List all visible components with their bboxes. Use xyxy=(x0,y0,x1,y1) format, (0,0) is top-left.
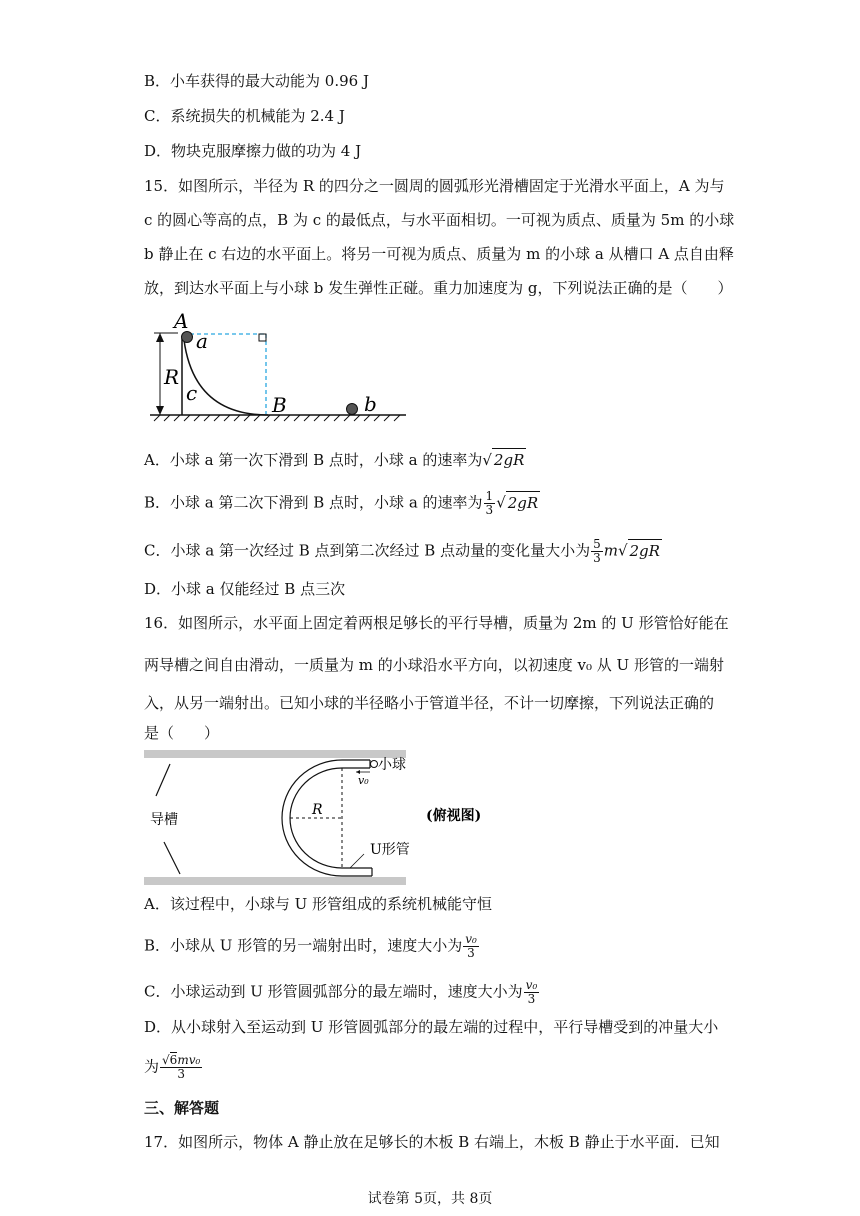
q16-figure xyxy=(144,750,490,888)
q15-figure xyxy=(144,308,414,428)
label-guide: 导槽 xyxy=(150,812,178,828)
q15-stem-line3: b 静止在 c 右边的水平面上。将另一可视为质点、质量为 m 的小球 a 从槽口 A 点自由释 xyxy=(144,245,734,263)
q15-option-a: A．小球 a 第一次下滑到 B 点时，小球 a 的速率为√ 2gR xyxy=(144,448,526,471)
label-a: a xyxy=(196,329,208,353)
q15-stem-line1: 15．如图所示，半径为 R 的四分之一圆周的圆弧形光滑槽固定于光滑水平面上，A 为与 xyxy=(144,177,725,195)
q15-option-b: B．小球 a 第二次下滑到 B 点时，小球 a 的速率为 $\frac{1}{3}$ √ 2gR xyxy=(144,489,539,517)
q15-option-c: C．小球 a 第一次经过 B 点到第二次经过 B 点动量的变化量大小为 $\frac{5}{3}$ m√ 2gR xyxy=(144,537,660,565)
option-c-prev: C．系统损失的机械能为 2.4 J xyxy=(144,107,345,125)
label-R-16: R xyxy=(312,802,323,818)
q16-stem-line3: 入，从另一端射出。已知小球的半径略小于管道半径，不计一切摩擦，下列说法正确的 xyxy=(144,694,715,712)
label-b: b xyxy=(364,392,377,416)
q16-option-d-line1: D．从小球射入至运动到 U 形管圆弧部分的最左端的过程中，平行导槽受到的冲量大小 xyxy=(144,1018,719,1036)
q16-stem-line4: 是（ ） xyxy=(144,724,220,742)
section-heading: 三、解答题 xyxy=(144,1099,220,1117)
label-ball: 小球 xyxy=(378,757,406,773)
q15-stem-line4: 放，到达水平面上与小球 b 发生弹性正碰。重力加速度为 g，下列说法正确的是（ ） xyxy=(144,279,733,297)
label-c: c xyxy=(186,381,198,405)
q16-option-d-line2: 为 $\frac{\text{√6mv₀}}{3}$ xyxy=(144,1053,201,1081)
q16-stem-line2: 两导槽之间自由滑动，一质量为 m 的小球沿水平方向，以初速度 v₀ 从 U 形管的一端射 xyxy=(144,656,724,674)
q16-option-c: C．小球运动到 U 形管圆弧部分的最左端时，速度大小为 $\frac{\text{v₀}}{3}$ xyxy=(144,978,538,1006)
q15-stem-line2: c 的圆心等高的点，B 为 c 的最低点，与水平面相切。一可视为质点、质量为 5m 的小球 xyxy=(144,211,735,229)
q16-stem-line1: 16．如图所示，水平面上固定着两根足够长的平行导槽，质量为 2m 的 U 形管恰好能在 xyxy=(144,614,729,632)
q16-option-a: A．该过程中，小球与 U 形管组成的系统机械能守恒 xyxy=(144,895,493,913)
q17-stem-line1: 17．如图所示，物体 A 静止放在足够长的木板 B 右端上，木板 B 静止于水平面．已知 xyxy=(144,1133,720,1151)
label-A: A xyxy=(174,309,189,333)
label-utube: U形管 xyxy=(370,842,410,858)
page-footer: 试卷第 5页，共 8页 xyxy=(367,1191,493,1207)
label-B: B xyxy=(272,393,287,417)
q15-option-d: D．小球 a 仅能经过 B 点三次 xyxy=(144,580,346,598)
label-R: R xyxy=(164,365,180,389)
option-b-prev: B．小车获得的最大动能为 0.96 J xyxy=(144,72,369,90)
option-d-prev: D．物块克服摩擦力做的功为 4 J xyxy=(144,142,362,160)
label-v0: v₀ xyxy=(358,774,369,787)
q16-option-b: B．小球从 U 形管的另一端射出时，速度大小为 $\frac{\text{v₀}}{3}$ xyxy=(144,932,477,960)
label-view: (俯视图) xyxy=(426,808,482,824)
